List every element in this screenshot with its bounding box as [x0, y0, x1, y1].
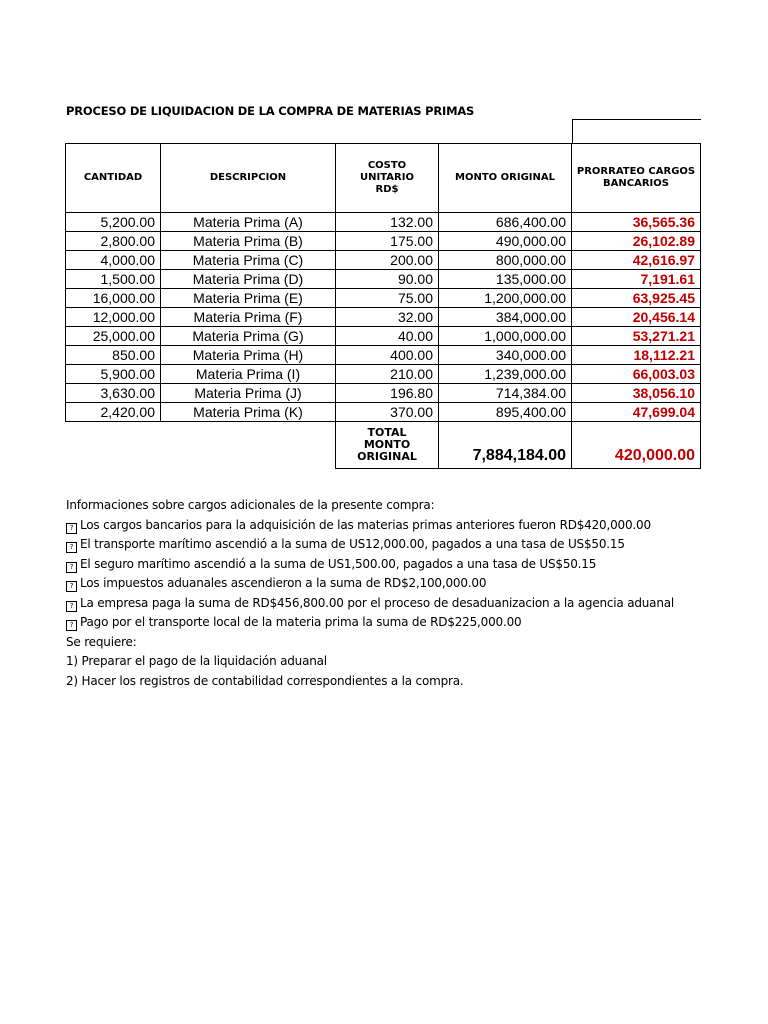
note-item: ? El seguro marítimo ascendió a la suma de US1,500.00, pagados a una tasa de US$50.15: [66, 555, 674, 575]
cell-prorrateo: 36,565.36: [572, 213, 701, 232]
total-monto-original: 7,884,184.00: [439, 422, 572, 469]
missing-glyph-icon: ?: [66, 601, 77, 612]
cell-cantidad: 2,420.00: [66, 403, 161, 422]
missing-glyph-icon: ?: [66, 620, 77, 631]
cell-cantidad: 3,630.00: [66, 384, 161, 403]
cell-monto: 800,000.00: [439, 251, 572, 270]
cell-cantidad: 25,000.00: [66, 327, 161, 346]
cell-descripcion: Materia Prima (B): [161, 232, 336, 251]
liquidation-table: [65, 143, 701, 469]
cell-monto: 686,400.00: [439, 213, 572, 232]
cell-prorrateo: 20,456.14: [572, 308, 701, 327]
missing-glyph-icon: ?: [66, 562, 77, 573]
total-prorrateo: 420,000.00: [572, 422, 701, 469]
cell-monto: 384,000.00: [439, 308, 572, 327]
cell-prorrateo: 38,056.10: [572, 384, 701, 403]
table-row: [66, 403, 701, 422]
cell-descripcion: Materia Prima (J): [161, 384, 336, 403]
cell-descripcion: Materia Prima (I): [161, 365, 336, 384]
cell-costo: 90.00: [336, 270, 439, 289]
cell-costo: 132.00: [336, 213, 439, 232]
cell-costo: 210.00: [336, 365, 439, 384]
total-empty-cell: [66, 422, 161, 469]
cell-monto: 1,239,000.00: [439, 365, 572, 384]
cell-prorrateo: 47,699.04: [572, 403, 701, 422]
missing-glyph-icon: ?: [66, 542, 77, 553]
total-empty-cell: [161, 422, 336, 469]
cell-prorrateo: 42,616.97: [572, 251, 701, 270]
cell-monto: 340,000.00: [439, 346, 572, 365]
cell-descripcion: Materia Prima (A): [161, 213, 336, 232]
cell-costo: 200.00: [336, 251, 439, 270]
cell-costo: 400.00: [336, 346, 439, 365]
note-item: ? Los impuestos aduanales ascendieron a la suma de RD$2,100,000.00: [66, 574, 674, 594]
cell-descripcion: Materia Prima (E): [161, 289, 336, 308]
cell-prorrateo: 7,191.61: [572, 270, 701, 289]
cell-descripcion: Materia Prima (D): [161, 270, 336, 289]
cell-cantidad: 4,000.00: [66, 251, 161, 270]
cell-costo: 196.80: [336, 384, 439, 403]
cell-descripcion: Materia Prima (G): [161, 327, 336, 346]
notes-heading: Informaciones sobre cargos adicionales de la presente compra:: [66, 498, 435, 512]
table-body: [66, 213, 701, 469]
table-row: [66, 327, 701, 346]
cell-cantidad: 5,900.00: [66, 365, 161, 384]
cell-cantidad: 12,000.00: [66, 308, 161, 327]
header-prorrateo: PRORRATEO CARGOS BANCARIOS: [572, 144, 701, 213]
table-row: [66, 346, 701, 365]
header-cantidad: CANTIDAD: [66, 144, 161, 213]
additional-charges-notes: [66, 496, 674, 691]
requirement-item: 1) Preparar el pago de la liquidación aduanal: [66, 654, 327, 668]
cell-costo: 40.00: [336, 327, 439, 346]
header-box: [572, 119, 701, 144]
cell-descripcion: Materia Prima (C): [161, 251, 336, 270]
page-title: PROCESO DE LIQUIDACION DE LA COMPRA DE MATERIAS PRIMAS: [66, 104, 475, 118]
table-row: [66, 289, 701, 308]
total-row: [66, 422, 701, 469]
cell-cantidad: 16,000.00: [66, 289, 161, 308]
cell-cantidad: 850.00: [66, 346, 161, 365]
cell-prorrateo: 53,271.21: [572, 327, 701, 346]
table-row: [66, 384, 701, 403]
cell-descripcion: Materia Prima (F): [161, 308, 336, 327]
table-row: [66, 251, 701, 270]
cell-cantidad: 5,200.00: [66, 213, 161, 232]
cell-prorrateo: 66,003.03: [572, 365, 701, 384]
cell-descripcion: Materia Prima (H): [161, 346, 336, 365]
cell-prorrateo: 26,102.89: [572, 232, 701, 251]
cell-prorrateo: 63,925.45: [572, 289, 701, 308]
cell-prorrateo: 18,112.21: [572, 346, 701, 365]
table-row: [66, 213, 701, 232]
header-monto-original: MONTO ORIGINAL: [439, 144, 572, 213]
table-header-row: [66, 144, 701, 213]
cell-monto: 1,200,000.00: [439, 289, 572, 308]
cell-monto: 714,384.00: [439, 384, 572, 403]
cell-descripcion: Materia Prima (K): [161, 403, 336, 422]
requirement-item: 2) Hacer los registros de contabilidad correspondientes a la compra.: [66, 673, 464, 688]
header-descripcion: DESCRIPCION: [161, 144, 336, 213]
cell-monto: 490,000.00: [439, 232, 572, 251]
cell-monto: 895,400.00: [439, 403, 572, 422]
cell-cantidad: 2,800.00: [66, 232, 161, 251]
cell-monto: 135,000.00: [439, 270, 572, 289]
cell-costo: 75.00: [336, 289, 439, 308]
table-row: [66, 270, 701, 289]
cell-costo: 175.00: [336, 232, 439, 251]
cell-costo: 32.00: [336, 308, 439, 327]
missing-glyph-icon: ?: [66, 581, 77, 592]
cell-costo: 370.00: [336, 403, 439, 422]
se-requiere-heading: Se requiere:: [66, 634, 137, 649]
cell-cantidad: 1,500.00: [66, 270, 161, 289]
note-item: ? La empresa paga la suma de RD$456,800.00 por el proceso de desaduanizacion a la agencia aduanal: [66, 594, 674, 614]
note-item: ? Los cargos bancarios para la adquisición de las materias primas anteriores fueron RD$420,000.00: [66, 516, 674, 536]
note-item: ? Pago por el transporte local de la materia prima la suma de RD$225,000.00: [66, 613, 674, 633]
table-row: [66, 308, 701, 327]
total-label: TOTAL MONTO ORIGINAL: [336, 422, 439, 469]
note-item: ? El transporte marítimo ascendió a la suma de US12,000.00, pagados a una tasa de US$50.15: [66, 535, 674, 555]
cell-monto: 1,000,000.00: [439, 327, 572, 346]
table-row: [66, 365, 701, 384]
header-costo-unitario: COSTO UNITARIO RD$: [336, 144, 439, 213]
table-row: [66, 232, 701, 251]
missing-glyph-icon: ?: [66, 523, 77, 534]
